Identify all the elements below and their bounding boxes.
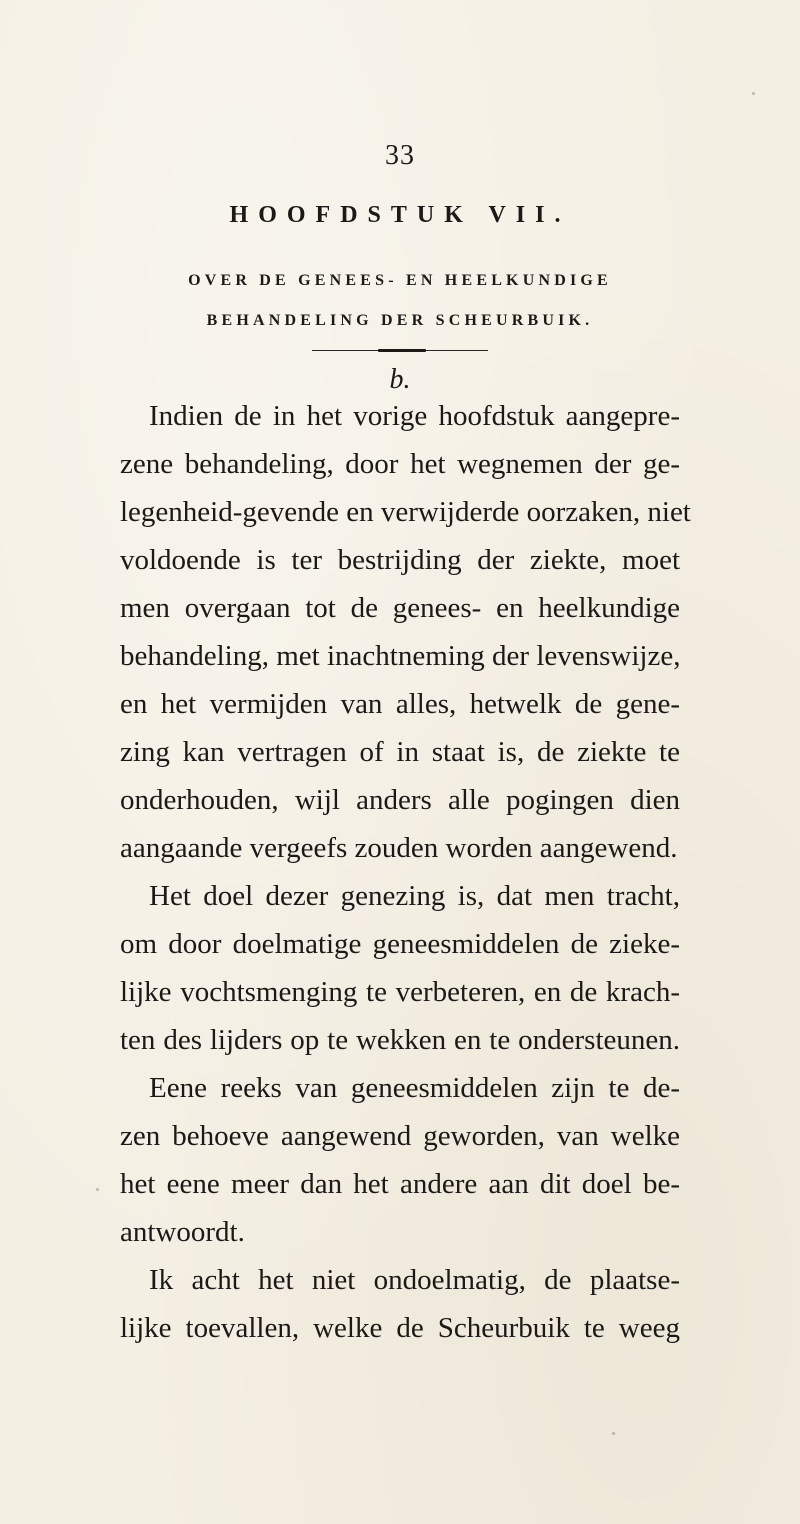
text-line: antwoordt. [120,1216,245,1248]
text-line: men overgaan tot de genees- en heelkundige [120,592,680,624]
text-line: ten des lijders op te wekken en te ondersteunen. [120,1024,680,1056]
text-line: om door doelmatige geneesmiddelen de zieke- [120,928,680,960]
page-number: 33 [385,140,415,171]
chapter-subtitle-line-1: OVER DE GENEES- EN HEELKUNDIGE [188,272,612,289]
text-line: en het vermijden van alles, hetwelk de gene- [120,688,680,720]
text-line: onderhouden, wijl anders alle pogingen dien [120,784,680,816]
paper-speck [752,92,755,95]
text-line: aangaande vergeefs zouden worden aangewend. [120,832,678,864]
text-line: zing kan vertragen of in staat is, de ziekte te [120,736,680,768]
section-mark: b. [389,364,411,395]
text-line: behandeling, met inachtneming der levenswijze, [120,640,681,672]
text-line: zen behoeve aangewend geworden, van welke [120,1120,680,1152]
chapter-title: HOOFDSTUK VII. [229,202,571,228]
text-line: Eene reeks van geneesmiddelen zijn te de- [149,1072,680,1104]
text-line: zene behandeling, door het wegnemen der ge- [120,448,680,480]
text-line: het eene meer dan het andere aan dit doel be- [120,1168,680,1200]
text-line: Ik acht het niet ondoelmatig, de plaatse- [149,1264,680,1296]
ornamental-rule-center [378,349,426,352]
text-line: Het doel dezer genezing is, dat men tracht, [149,880,680,912]
text-line: lijke vochtsmenging te verbeteren, en de krach- [120,976,680,1008]
paper-speck [612,1432,615,1435]
paper-speck [96,1188,99,1191]
text-line: lijke toevallen, welke de Scheurbuik te weeg [120,1312,680,1344]
text-line: Indien de in het vorige hoofdstuk aangepre- [149,400,680,432]
chapter-subtitle-line-2: BEHANDELING DER SCHEURBUIK. [206,312,594,329]
text-line: legenheid-gevende en verwijderde oorzaken, niet [120,496,691,528]
text-line: voldoende is ter bestrijding der ziekte, moet [120,544,680,576]
